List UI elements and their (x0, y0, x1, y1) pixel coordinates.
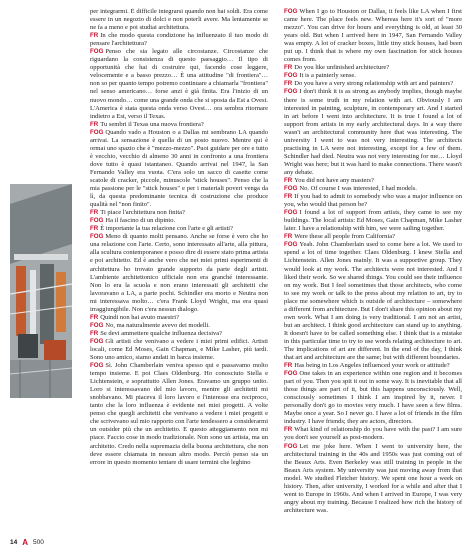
paragraph-text: Ti piace l'architettura non finita? (100, 209, 185, 217)
paragraph-text: One takes in an experience within one region and it becomes part of you. Then you spit it out in some way. It is inevitable that all those things are part of it, but this happens unconsciously. Well, consciously sometimes I think I am inspired by it, never. I personally don't go to movies very much. I have seen a few films. Maybe once a year. So I never go. I have a lot of friends in the film industry. I have friends; they are actors, directors. (284, 370, 462, 426)
interview-paragraph (284, 241, 462, 362)
speaker-label: FR (284, 176, 293, 184)
speaker-label: FOG (284, 209, 298, 217)
paragraph-text: Sì. John Chamberlain veniva spesso qui e passavamo molto tempo insieme. E poi Claes Oldenburg. Ho conosciuto Stella e Lichtenstein, e soprattutto Allen Jones. Eravamo un gruppo unito. Loro si interessavano del mio lavoro, mentre gli architetti mi snobbavano. Mi piaceva il loro lavoro e l'interesse era reciproco, tanto che la loro influenza è evidente nei miei progetti. A volte penso che quegli architetti che venivano a vedere i miei progetti e che scrivevano sul mio rapporto con l'arte tendessero a considerarmi un outsider più che un architetto. E questo atteggiamento non mi piace. Faccio cose in modo tradizionale. Non sono un artista, ma un architetto. Credo nella supremazia della buona architettura, che non deve essere chiamata in nessun altro modo. Perciò penso sia un errore in questo momento tentare di usare termini che leghino (90, 362, 268, 466)
speaker-label: FOG (284, 241, 298, 249)
paragraph-text: È importante la tua relazione con l'arte e gli artisti? (100, 225, 233, 233)
speaker-label: FOG (90, 48, 104, 56)
speaker-label: FR (284, 193, 293, 201)
interview-paragraph (90, 32, 268, 48)
interview-paragraph (90, 233, 268, 313)
paragraph-text: You did not have any masters? (294, 176, 374, 184)
interview-paragraph (90, 314, 268, 322)
speaker-label: FOG (284, 370, 298, 378)
paragraph-text: Meno di quanto molti pensano. Anche se forse è vero che ho una relazione con l'arte. Certo, sono interessato all'arte, alla pittura, alla scultura contemporanee e posso dire di essere stato prima artista e poi architetto. Ed è anche vero che nei miei primi esperimenti di architettura ho trovato grande supporto da parte degli artisti. L'ambiente architettonico ufficiale non era granché interessante. Non lo era la scuola e non erano interessati gli architetti che lavoravano a LA, a parte pochi. Schindler era morto e Neutra non mi interessava molto… c'era Frank Lloyd Wright, ma era quasi irraggiungibile. Non c'era nessun dialogo. (90, 233, 268, 313)
paragraph-text: Gli artisti che venivano a vedere i miei primi edifici. Artisti locali, come Ed Moses, Gain Chapman, e Mike Lasher, più tardi. Sono uno amico, siamo andati in barca insieme. (90, 337, 268, 362)
interview-paragraph (90, 209, 268, 217)
speaker-label: FOG (90, 233, 104, 241)
interview-paragraph (90, 225, 268, 233)
paragraph-text: Yeah. John Chamberlain used to come here a lot. We used to spend a lot of time together. Claes Oldenburg. I knew Stella and Lichtenstein. Allen Jones mainly. It was a supportive group. They would look at my work. The architects were not interested. And I liked their work. So we shared things. You could see their influence on my work. But I feel sometimes that those architects, who come to see my work or talk to the press about my relation to art, try to place me somewhere which is outside of architecture – somewhere a different from architecture. But I don't share this opinion about my own work. What I am doing is very traditional. I am not an artist, but an architect. I think good architecture can stand up to anything. It doesn't have to be called something else. I think that is a mistake in this particular time to try to use words relating architecture to art. The implications of art are different. In the end of the day, I think that art and architecture are the same; but with different boundaries. (284, 241, 462, 362)
interview-paragraph (90, 322, 268, 330)
paragraph-text: No, ma naturalmente avevo dei modelli. (105, 321, 210, 329)
interview-paragraph (284, 209, 462, 233)
speaker-label: FR (90, 225, 99, 233)
paragraph-text: Were these all people from California? (294, 233, 395, 241)
paragraph-text: I found a lot of support from artists, they came to see my buildings. The local artists: Ed Moses, Gain Chapman, Mike Lasher later. I have a relationship with him, we were sailing together. (284, 209, 462, 233)
interview-paragraph (90, 129, 268, 209)
speaker-label: FOG (90, 217, 104, 225)
paragraph-text: Quando vado a Houston o a Dallas mi sembrano LA quando arrivai. La sensazione è quella di un posto nuovo. Mentre qui è ormai uno spazio che è "mezzo-mezzo". Puoi guidare per ore e tutto è vecchio, vecchio di almeno 30 anni in confronto a una frontiera dove tutto è quasi istantaneo. Quando arrivai nel 1947, la San Fernando Valley era vuota. C'era solo un sacco di casette come scatole di cracker, piccole, minuscole "stick houses". Penso che la mia passione per le "stick houses" e per i materiali poveri venga da lì, da questa predominante tecnica di costruzione che produce qualità nel "non finito". (90, 128, 268, 209)
paragraph-text: No. Of course I was interested, I had models. (299, 185, 417, 193)
speaker-label: FR (90, 120, 99, 128)
speaker-label: FR (90, 209, 99, 217)
interview-paragraph (90, 8, 268, 32)
speaker-label: FR (284, 426, 293, 434)
interview-paragraph (284, 64, 462, 72)
paragraph-text: What kind of relationship do you have with the past? I am sure you don't see yourself as post-modern. (284, 426, 462, 442)
magazine-logo: A (22, 538, 29, 547)
paragraph-text: If you had to admit to somebody who was a major influence on you, who would that person be? (284, 193, 462, 209)
speaker-label: FOG (90, 321, 104, 329)
speaker-label: FOG (90, 337, 104, 345)
interview-paragraph (284, 426, 462, 442)
speaker-label: FR (90, 32, 99, 40)
paragraph-text: Let me joke here. When I went to university here, the architectural training in the 40s and 1950s was just coming out of the Beaux Arts. Even Berkeley was still training in people in the Beaux Arts system. My university was just moving away from that model. We studied Fletcher history. We spent one hour a week on history. Then, after university, I worked for a while and after that I went to Europe in 1960s. And when I arrived in Europe, I was very angry about my training. Because I realized how rich the history of architecture was. (284, 442, 462, 514)
paragraph-text: Ha il fascino di un dipinto. (105, 217, 176, 225)
speaker-label: FOG (284, 72, 298, 80)
speaker-label: FR (284, 233, 293, 241)
interview-paragraph (284, 177, 462, 185)
page-number: 14 (10, 539, 18, 546)
interview-paragraph (90, 48, 268, 120)
speaker-label: FOG (284, 442, 298, 450)
architecture-photo (10, 184, 72, 398)
speaker-label: FR (90, 313, 99, 321)
speaker-label: FR (284, 80, 293, 88)
interview-paragraph (284, 362, 462, 370)
paragraph-text: Has being in Los Angeles influenced your work or attitude? (294, 362, 450, 370)
paragraph-text: Quindi non hai avuto maestri? (100, 313, 179, 321)
interview-column-italian (90, 8, 268, 534)
issue-number: 500 (33, 539, 44, 546)
speaker-label: FOG (90, 128, 104, 136)
paragraph-text: When I go to Houston or Dallas, it feels like LA when I first came here. The place feels new. Whereas here it's sort of "more mezzo". You can drive for hours and everything is old, at least 30 years old. But when I arrived here in 1947, San Fernando Valley was empty. A lot of cracker boxes, little tiny stick houses, had been put up. I think that is where my own fascination for stick houses comes from. (284, 8, 462, 64)
paragraph-text: Penso che sia legato alle circostanze. Circostanze che riguardano la consistenza di questo paesaggio… Il tipo di opportunità che hai di costruire qui, facendo cose leggere, velocemente e a basso prezzo… È una attitudine "di frontiera"… non so per quanto tempo potremo continuare a chiamarla "frontiera" nel senso americano… forse anzi è già finita. Era l'inizio di un nuovo mondo… come una grande onda che si sposta da Est a Ovest. L'America è stata questa onda verso Ovest… ora sembra ritornare indietro a Est, verso il Texas. (90, 48, 268, 120)
paragraph-text: In che modo questa condizione ha influenzato il tuo modo di pensare l'architettura? (90, 32, 268, 48)
paragraph-text: It is a painterly sense. (299, 72, 356, 80)
paragraph-text: per integrarmi. È difficile integrarsi quando non hai soldi. Era come essere in un negozio di dolci e non poterli avere. Ma lentamente se ne fa a meno e poi studiai architettura. (90, 8, 268, 32)
interview-paragraph (90, 362, 268, 467)
paragraph-text: I don't think it is as strong as anybody implies, though maybe there is some truth in my relation with art. Obviously I am interested in painting, sculpture, in contemporary art. And I started in art before I went into architecture. It is true I found a lot of support from artists in my early architectural days. In a way there wasn't an architectural community here that was interesting. The university I went to was not very interesting. The architects practising in LA were not interesting, except for a few of them. Schindler had died. Neutra was not very interesting for me… Lloyd Wright was here; but it was hard to make connections. There wasn't any debate. (284, 88, 462, 176)
interview-paragraph (284, 80, 462, 88)
interview-paragraph (284, 185, 462, 193)
page-footer (10, 538, 44, 547)
interview-paragraph (284, 233, 462, 241)
interview-paragraph (90, 330, 268, 338)
interview-paragraph (284, 370, 462, 426)
speaker-label: FR (284, 64, 293, 72)
speaker-label: FOG (284, 88, 298, 96)
interview-paragraph (284, 193, 462, 209)
interview-column-english (284, 8, 462, 534)
speaker-label: FOG (284, 8, 298, 15)
interview-paragraph (284, 443, 462, 515)
speaker-label: FOG (284, 185, 298, 193)
interview-paragraph (90, 121, 268, 129)
interview-paragraph (284, 8, 462, 64)
paragraph-text: Tu sembri il Texas una nuova frontiera? (100, 120, 204, 128)
speaker-label: FOG (90, 362, 104, 370)
paragraph-text: Do you have a very strong relationship with art and painters? (294, 80, 454, 88)
interview-paragraph (90, 338, 268, 362)
paragraph-text: Se devi ammettere qualche influenza decisiva? (100, 329, 223, 337)
speaker-label: FR (284, 362, 293, 370)
speaker-label: FR (90, 329, 99, 337)
interview-paragraph (284, 72, 462, 80)
paragraph-text: Do you like unfinished architecture? (294, 64, 390, 72)
interview-paragraph (284, 88, 462, 177)
